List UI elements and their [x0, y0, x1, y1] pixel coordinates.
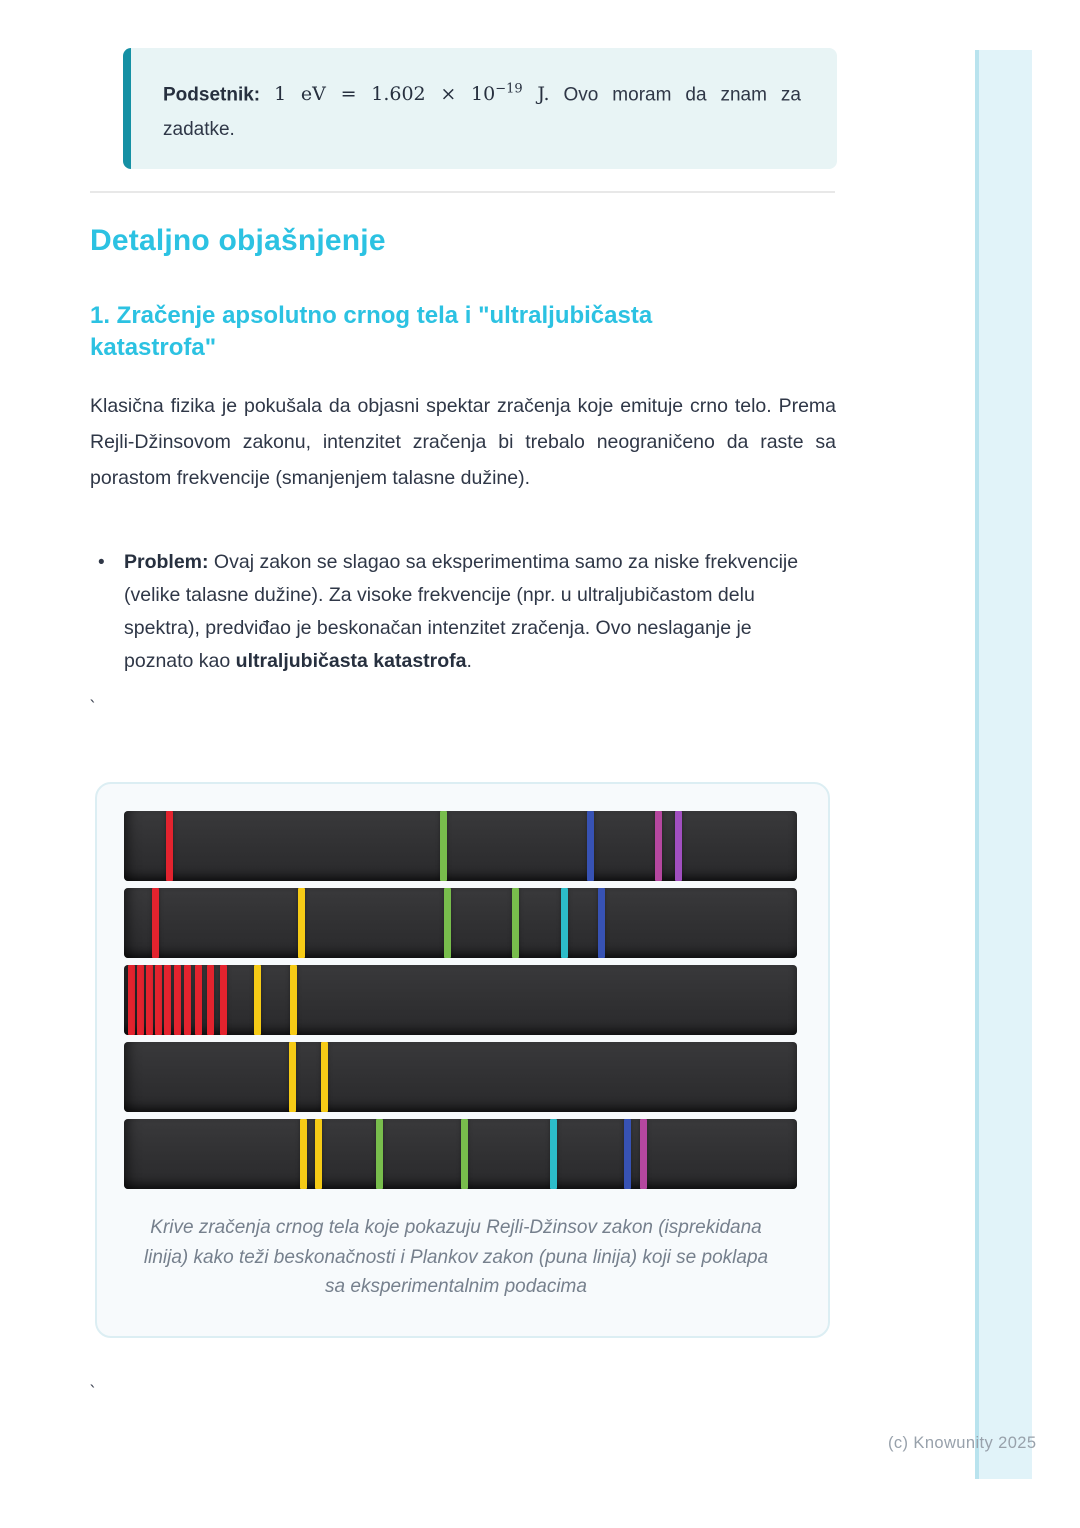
- formula-exponent: −19: [495, 82, 523, 97]
- spectral-line-red: [146, 965, 153, 1035]
- spectral-line-magenta: [655, 811, 662, 881]
- horizontal-divider: [90, 191, 835, 193]
- spectral-line-green: [444, 888, 451, 958]
- bullet-bold-term: ultraljubičasta katastrofa: [235, 650, 467, 672]
- spectral-line-red: [174, 965, 181, 1035]
- spectral-line-yellow: [300, 1119, 307, 1189]
- spectral-line-blue: [624, 1119, 631, 1189]
- spectral-line-yellow: [290, 965, 297, 1035]
- subsection-title: 1. Zračenje apsolutno crnog tela i "ultraljubičasta katastrofa": [90, 302, 653, 361]
- spectral-line-red: [128, 965, 135, 1035]
- spectrum-bar: [124, 965, 797, 1035]
- spectra-figure-card: [95, 782, 830, 1338]
- spectral-line-red: [166, 811, 173, 881]
- spectral-line-red: [155, 965, 162, 1035]
- problem-bullet: [98, 546, 804, 678]
- copyright-notice: (c) Knowunity 2025: [888, 1434, 1037, 1452]
- stray-backtick-1: `: [88, 698, 99, 718]
- spectral-line-green: [461, 1119, 468, 1189]
- body-paragraph: Klasična fizika je pokušala da objasni spektar zračenja koje emituje crno telo. Prema Rejli-Džinsovom zakonu, intenzitet zračenja bi trebalo neograničeno da raste sa porastom frekvencije (smanjenjem talasne dužine).: [90, 395, 836, 489]
- spectral-line-blue: [598, 888, 605, 958]
- spectra: [124, 811, 797, 1189]
- spectrum-bar: [124, 811, 797, 881]
- stray-backtick-2: `: [88, 1383, 99, 1403]
- bullet-label: Problem:: [124, 551, 209, 573]
- spectral-line-red: [220, 965, 227, 1035]
- spectral-line-green: [512, 888, 519, 958]
- reminder-line-2: [163, 112, 801, 147]
- spectrum-bar: [124, 888, 797, 958]
- spectral-line-red: [137, 965, 144, 1035]
- spectral-line-red: [195, 965, 202, 1035]
- reminder-sentence-end: zadatke.: [163, 119, 235, 141]
- spectral-line-yellow: [289, 1042, 296, 1112]
- spectral-line-yellow: [321, 1042, 328, 1112]
- spectral-line-yellow: [298, 888, 305, 958]
- reminder-sentence-start: Ovo moram da znam za: [563, 84, 801, 106]
- spectral-line-cyan: [561, 888, 568, 958]
- spectral-line-blue: [587, 811, 594, 881]
- spectral-line-yellow: [254, 965, 261, 1035]
- bullet-text: Problem: Ovaj zakon se slagao sa eksperimentima samo za niske frekvencije (velike talasne dužine). Za visoke frekvencije (npr. u ultraljubičastom delu spektra), predviđao je beskonačan intenzitet zračenja. Ovo neslaganje je poznato kao ultraljubičasta katastrofa.: [124, 551, 799, 672]
- spectral-line-green: [440, 811, 447, 881]
- bullet-marker: •: [98, 552, 105, 573]
- ev-formula: 1 eV = $1.602 \times 10^{-19}$ J.: [274, 82, 550, 106]
- section-title: Detaljno objašnjenje: [90, 224, 386, 257]
- page-margin-strip: [975, 50, 1032, 1479]
- reminder-callout: [123, 48, 837, 169]
- spectral-line-yellow: [315, 1119, 322, 1189]
- spectral-line-green: [376, 1119, 383, 1189]
- spectral-line-red: [152, 888, 159, 958]
- reminder-label: Podsetnik:: [163, 84, 261, 106]
- spectral-line-purple: [675, 811, 682, 881]
- spectral-line-magenta: [640, 1119, 647, 1189]
- spectrum-bar: [124, 1119, 797, 1189]
- reminder-line-1: [163, 72, 801, 112]
- spectral-line-red: [184, 965, 191, 1035]
- spectrum-bar: [124, 1042, 797, 1112]
- spectral-line-cyan: [550, 1119, 557, 1189]
- spectral-line-red: [164, 965, 171, 1035]
- figure-caption: Krive zračenja crnog tela koje pokazuju Rejli-Džinsov zakon (isprekidana linija) kako teži beskonačnosti i Plankov zakon (puna linija) koji se poklapa sa eksperimentalnim podacima: [143, 1217, 769, 1297]
- spectral-line-red: [207, 965, 214, 1035]
